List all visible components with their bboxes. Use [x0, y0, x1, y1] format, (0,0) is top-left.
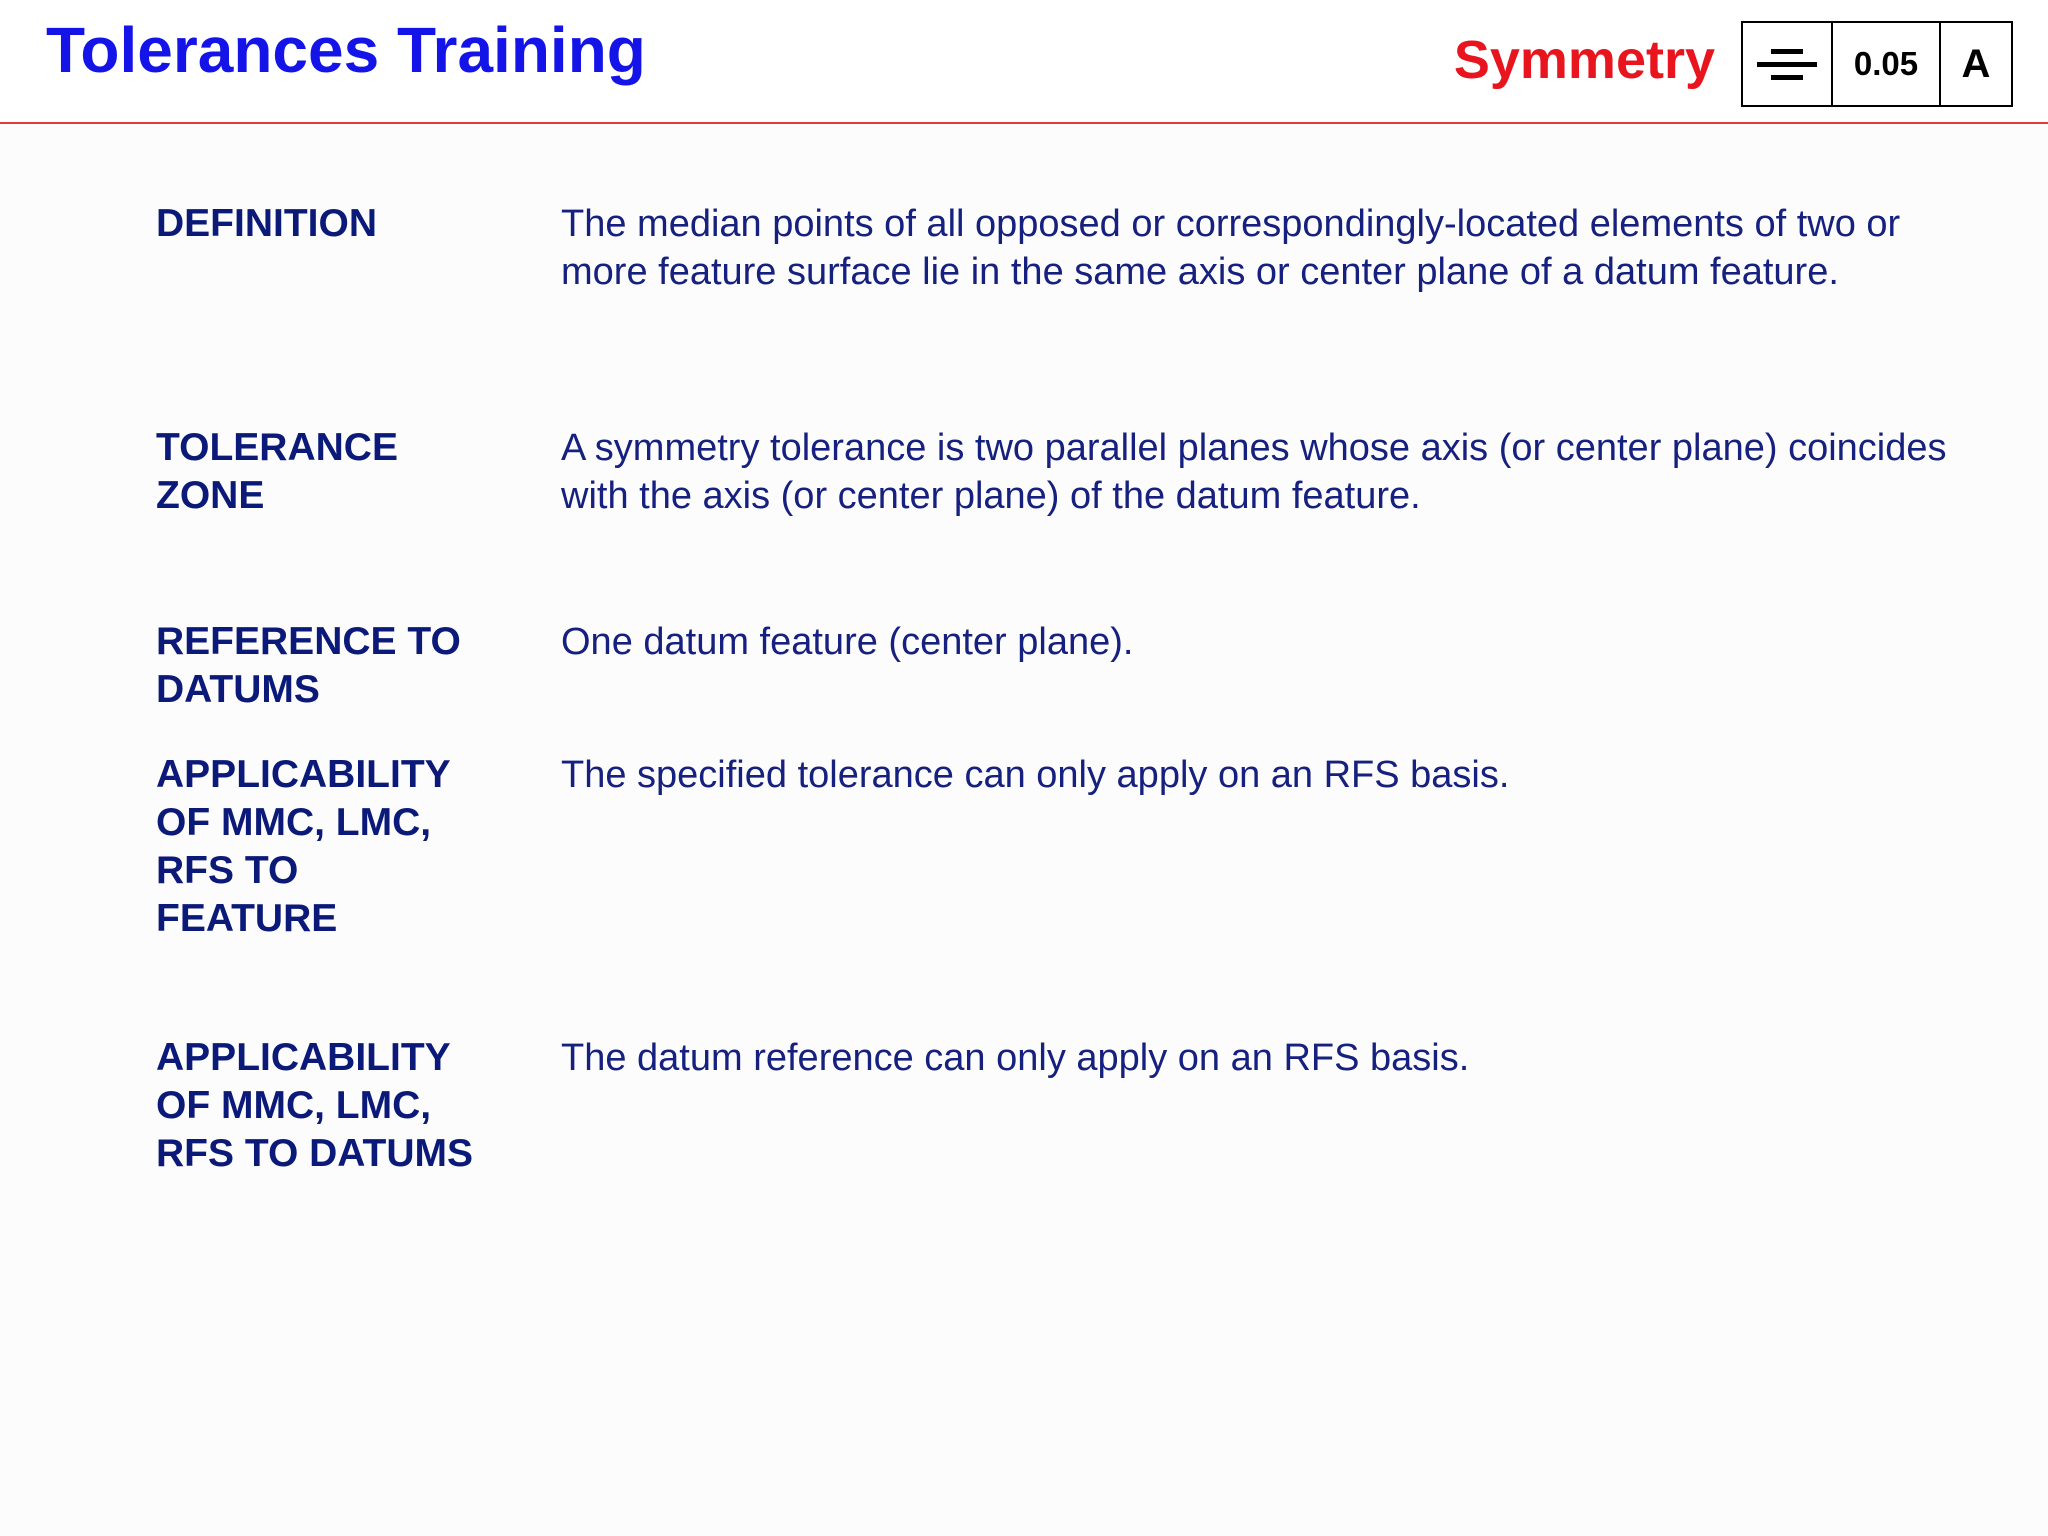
symmetry-icon — [1743, 23, 1833, 105]
slide-header — [0, 0, 2048, 124]
row-label: TOLERANCE ZONE — [156, 426, 398, 517]
row-label: APPLICABILITY OF MMC, LMC, RFS TO FEATURE — [156, 753, 451, 940]
row-text: A symmetry tolerance is two parallel planes whose axis (or center plane) coincides with the axis (or center plane) of the datum feature. — [561, 427, 1947, 517]
row-text: The specified tolerance can only apply on an RFS basis. — [561, 754, 1510, 796]
page-title: Tolerances Training — [46, 14, 646, 86]
row-text: One datum feature (center plane). — [561, 621, 1134, 663]
tolerance-value: 0.05 — [1833, 23, 1941, 105]
datum-reference: A — [1961, 41, 1991, 86]
row-label: REFERENCE TO DATUMS — [156, 620, 461, 711]
row-text: The median points of all opposed or correspondingly-located elements of two or more feature surface lie in the same axis or center plane of a datum feature. — [561, 203, 1901, 293]
row-label: APPLICABILITY OF MMC, LMC, RFS TO DATUMS — [156, 1036, 474, 1175]
row-label: DEFINITION — [156, 202, 377, 245]
feature-control-frame — [1741, 21, 2013, 107]
row-text: The datum reference can only apply on an RFS basis. — [561, 1037, 1470, 1079]
feature-name: Symmetry — [1453, 30, 1715, 90]
